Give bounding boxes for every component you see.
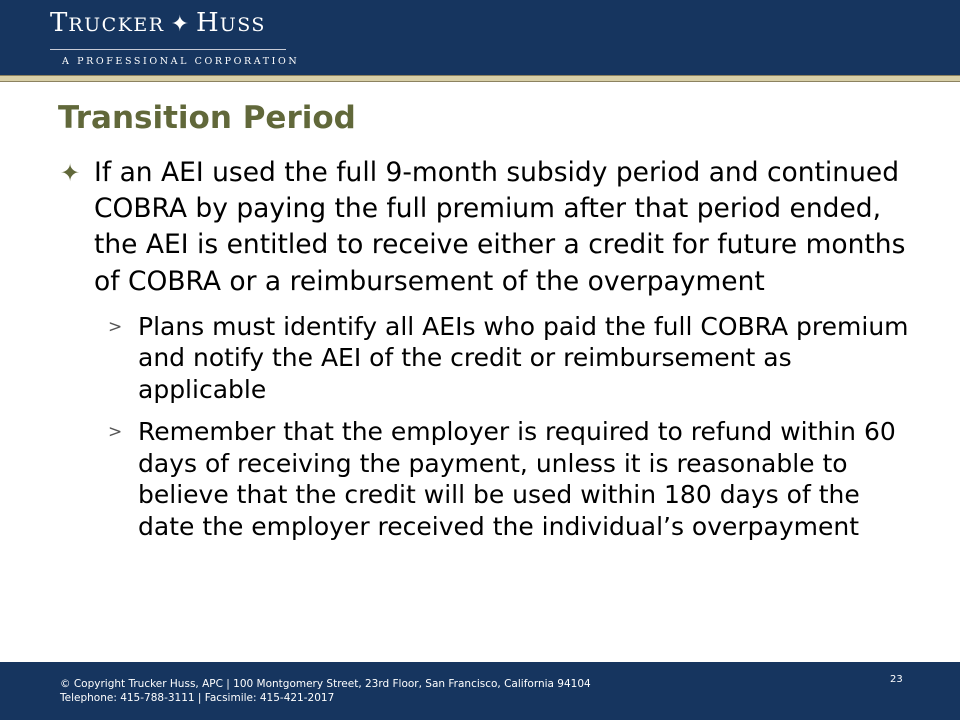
logo-wordmark: [50, 6, 299, 42]
slide-title: Transition Period: [58, 100, 356, 136]
sub-bullet-text: Remember that the employer is required to refund within 60 days of receiving the payment, unless it is reasonable to believe that the credit will be used within 180 days of the date the employer received the individual’s overpayment: [138, 417, 896, 541]
header-bar: [0, 0, 960, 75]
logo-rest-huss: USS: [219, 14, 266, 36]
logo-divider: [50, 49, 286, 50]
chevron-right-icon: >: [108, 316, 123, 337]
logo-initial-t: T: [50, 8, 69, 38]
footer-copyright: [60, 678, 591, 705]
logo-subtitle: A PROFESSIONAL CORPORATION: [62, 56, 300, 67]
footer-bar: [0, 662, 960, 720]
page-number: 23: [890, 674, 903, 685]
logo-star-icon: ✦: [170, 12, 191, 37]
four-point-star-icon: ✦: [60, 159, 81, 187]
header-accent-rule: [0, 75, 960, 82]
company-logo: [50, 6, 299, 67]
sub-bullet: [94, 311, 910, 406]
main-bullet-text: If an AEI used the full 9-month subsidy period and continued COBRA by paying the full premium after that period ended, the AEI is entitled to receive either a credit for future months of COBRA or a reimbursement of the overpayment: [94, 157, 906, 297]
chevron-right-icon: >: [108, 422, 123, 443]
logo-initial-h: H: [196, 8, 220, 38]
sub-bullet-text: Plans must identify all AEIs who paid the full COBRA premium and notify the AEI of the credit or reimbursement as applicable: [138, 311, 909, 404]
footer-address-line: © Copyright Trucker Huss, APC | 100 Montgomery Street, 23rd Floor, San Francisco, California 94104: [60, 678, 591, 690]
slide-body: [60, 155, 910, 542]
logo-rest-trucker: RUCKER: [68, 14, 165, 36]
main-bullet: [60, 155, 910, 300]
footer-phone-line: Telephone: 415-788-3111 | Facsimile: 415-421-2017: [60, 691, 335, 704]
sub-bullet: [94, 416, 910, 542]
